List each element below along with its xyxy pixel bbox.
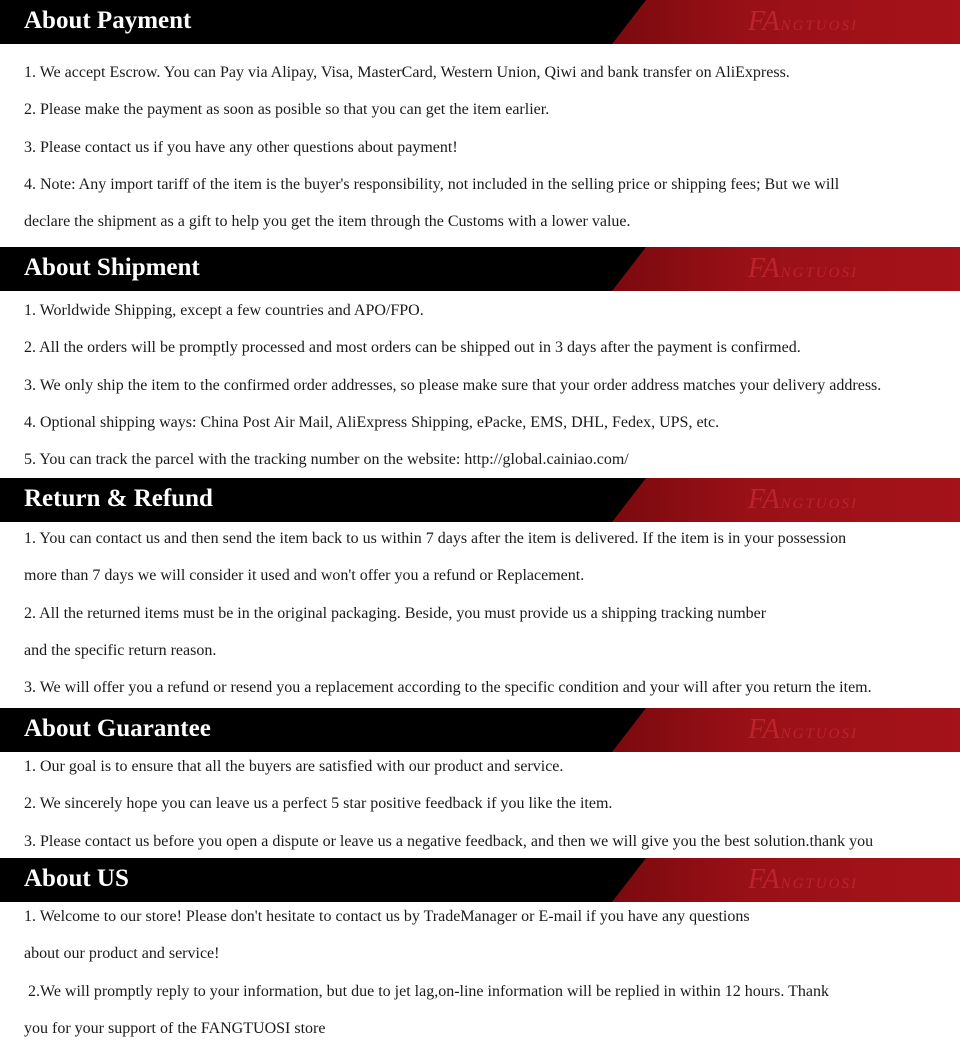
shipment-line-1: 1. Worldwide Shipping, except a few countries and APO/FPO.	[24, 302, 424, 319]
section-title: About Payment	[24, 7, 192, 34]
guarantee-line-3: 3. Please contact us before you open a dispute or leave us a negative feedback, and then we will give you the best solution.thank you	[24, 833, 874, 850]
refund-line-5: 3. We will offer you a refund or resend you a replacement according to the specific condition and your will after you return the item.	[24, 679, 872, 696]
about-us-line-4: you for your support of the FANGTUOSI store	[24, 1020, 326, 1037]
about-us-line-1: 1. Welcome to our store! Please don't hesitate to contact us by TradeManager or E-mail if you have any questions	[24, 908, 750, 925]
refund-line-1: 1. You can contact us and then send the item back to us within 7 days after the item is delivered. If the item is in your possession	[24, 530, 847, 547]
section-header-payment	[0, 0, 960, 44]
brand-watermark: FANGTUOSI	[748, 6, 858, 37]
refund-line-3: 2. All the returned items must be in the original packaging. Beside, you must provide us a shipping tracking number	[24, 605, 767, 622]
about-us-line-3: 2.We will promptly reply to your information, but due to jet lag,on-line information will be replied in within 12 hours. Thank	[24, 983, 829, 1000]
section-title: Return & Refund	[24, 485, 213, 512]
about-us-line-2: about our product and service!	[24, 945, 220, 962]
section-header-guarantee	[0, 708, 960, 752]
guarantee-line-2: 2. We sincerely hope you can leave us a perfect 5 star positive feedback if you like the item.	[24, 795, 613, 812]
section-title: About Guarantee	[24, 715, 211, 742]
section-header-about-us	[0, 858, 960, 902]
shipment-line-2: 2. All the orders will be promptly processed and most orders can be shipped out in 3 days after the payment is confirmed.	[24, 339, 801, 356]
brand-watermark: FANGTUOSI	[748, 714, 858, 745]
payment-line-2: 2. Please make the payment as soon as posible so that you can get the item earlier.	[24, 101, 550, 118]
payment-line-4: 4. Note: Any import tariff of the item is the buyer's responsibility, not included in the selling price or shipping fees; But we will	[24, 176, 840, 193]
refund-line-4: and the specific return reason.	[24, 642, 217, 659]
guarantee-line-1: 1. Our goal is to ensure that all the buyers are satisfied with our product and service.	[24, 758, 564, 775]
brand-watermark: FANGTUOSI	[748, 484, 858, 515]
shipment-line-3: 3. We only ship the item to the confirmed order addresses, so please make sure that your order address matches your delivery address.	[24, 377, 882, 394]
shipment-line-5: 5. You can track the parcel with the tracking number on the website: http://global.cainiao.com/	[24, 451, 629, 468]
refund-line-2: more than 7 days we will consider it used and won't offer you a refund or Replacement.	[24, 567, 585, 584]
section-header-refund	[0, 478, 960, 522]
section-title: About US	[24, 865, 129, 892]
payment-line-3: 3. Please contact us if you have any other questions about payment!	[24, 139, 458, 156]
section-title: About Shipment	[24, 254, 200, 281]
brand-watermark: FANGTUOSI	[748, 253, 858, 284]
shipment-line-4: 4. Optional shipping ways: China Post Air Mail, AliExpress Shipping, ePacke, EMS, DHL, Fedex, UPS, etc.	[24, 414, 720, 431]
section-header-shipment	[0, 247, 960, 291]
payment-line-1: 1. We accept Escrow. You can Pay via Alipay, Visa, MasterCard, Western Union, Qiwi and bank transfer on AliExpress.	[24, 64, 790, 81]
brand-watermark: FANGTUOSI	[748, 864, 858, 895]
payment-line-5: declare the shipment as a gift to help you get the item through the Customs with a lower value.	[24, 213, 631, 230]
